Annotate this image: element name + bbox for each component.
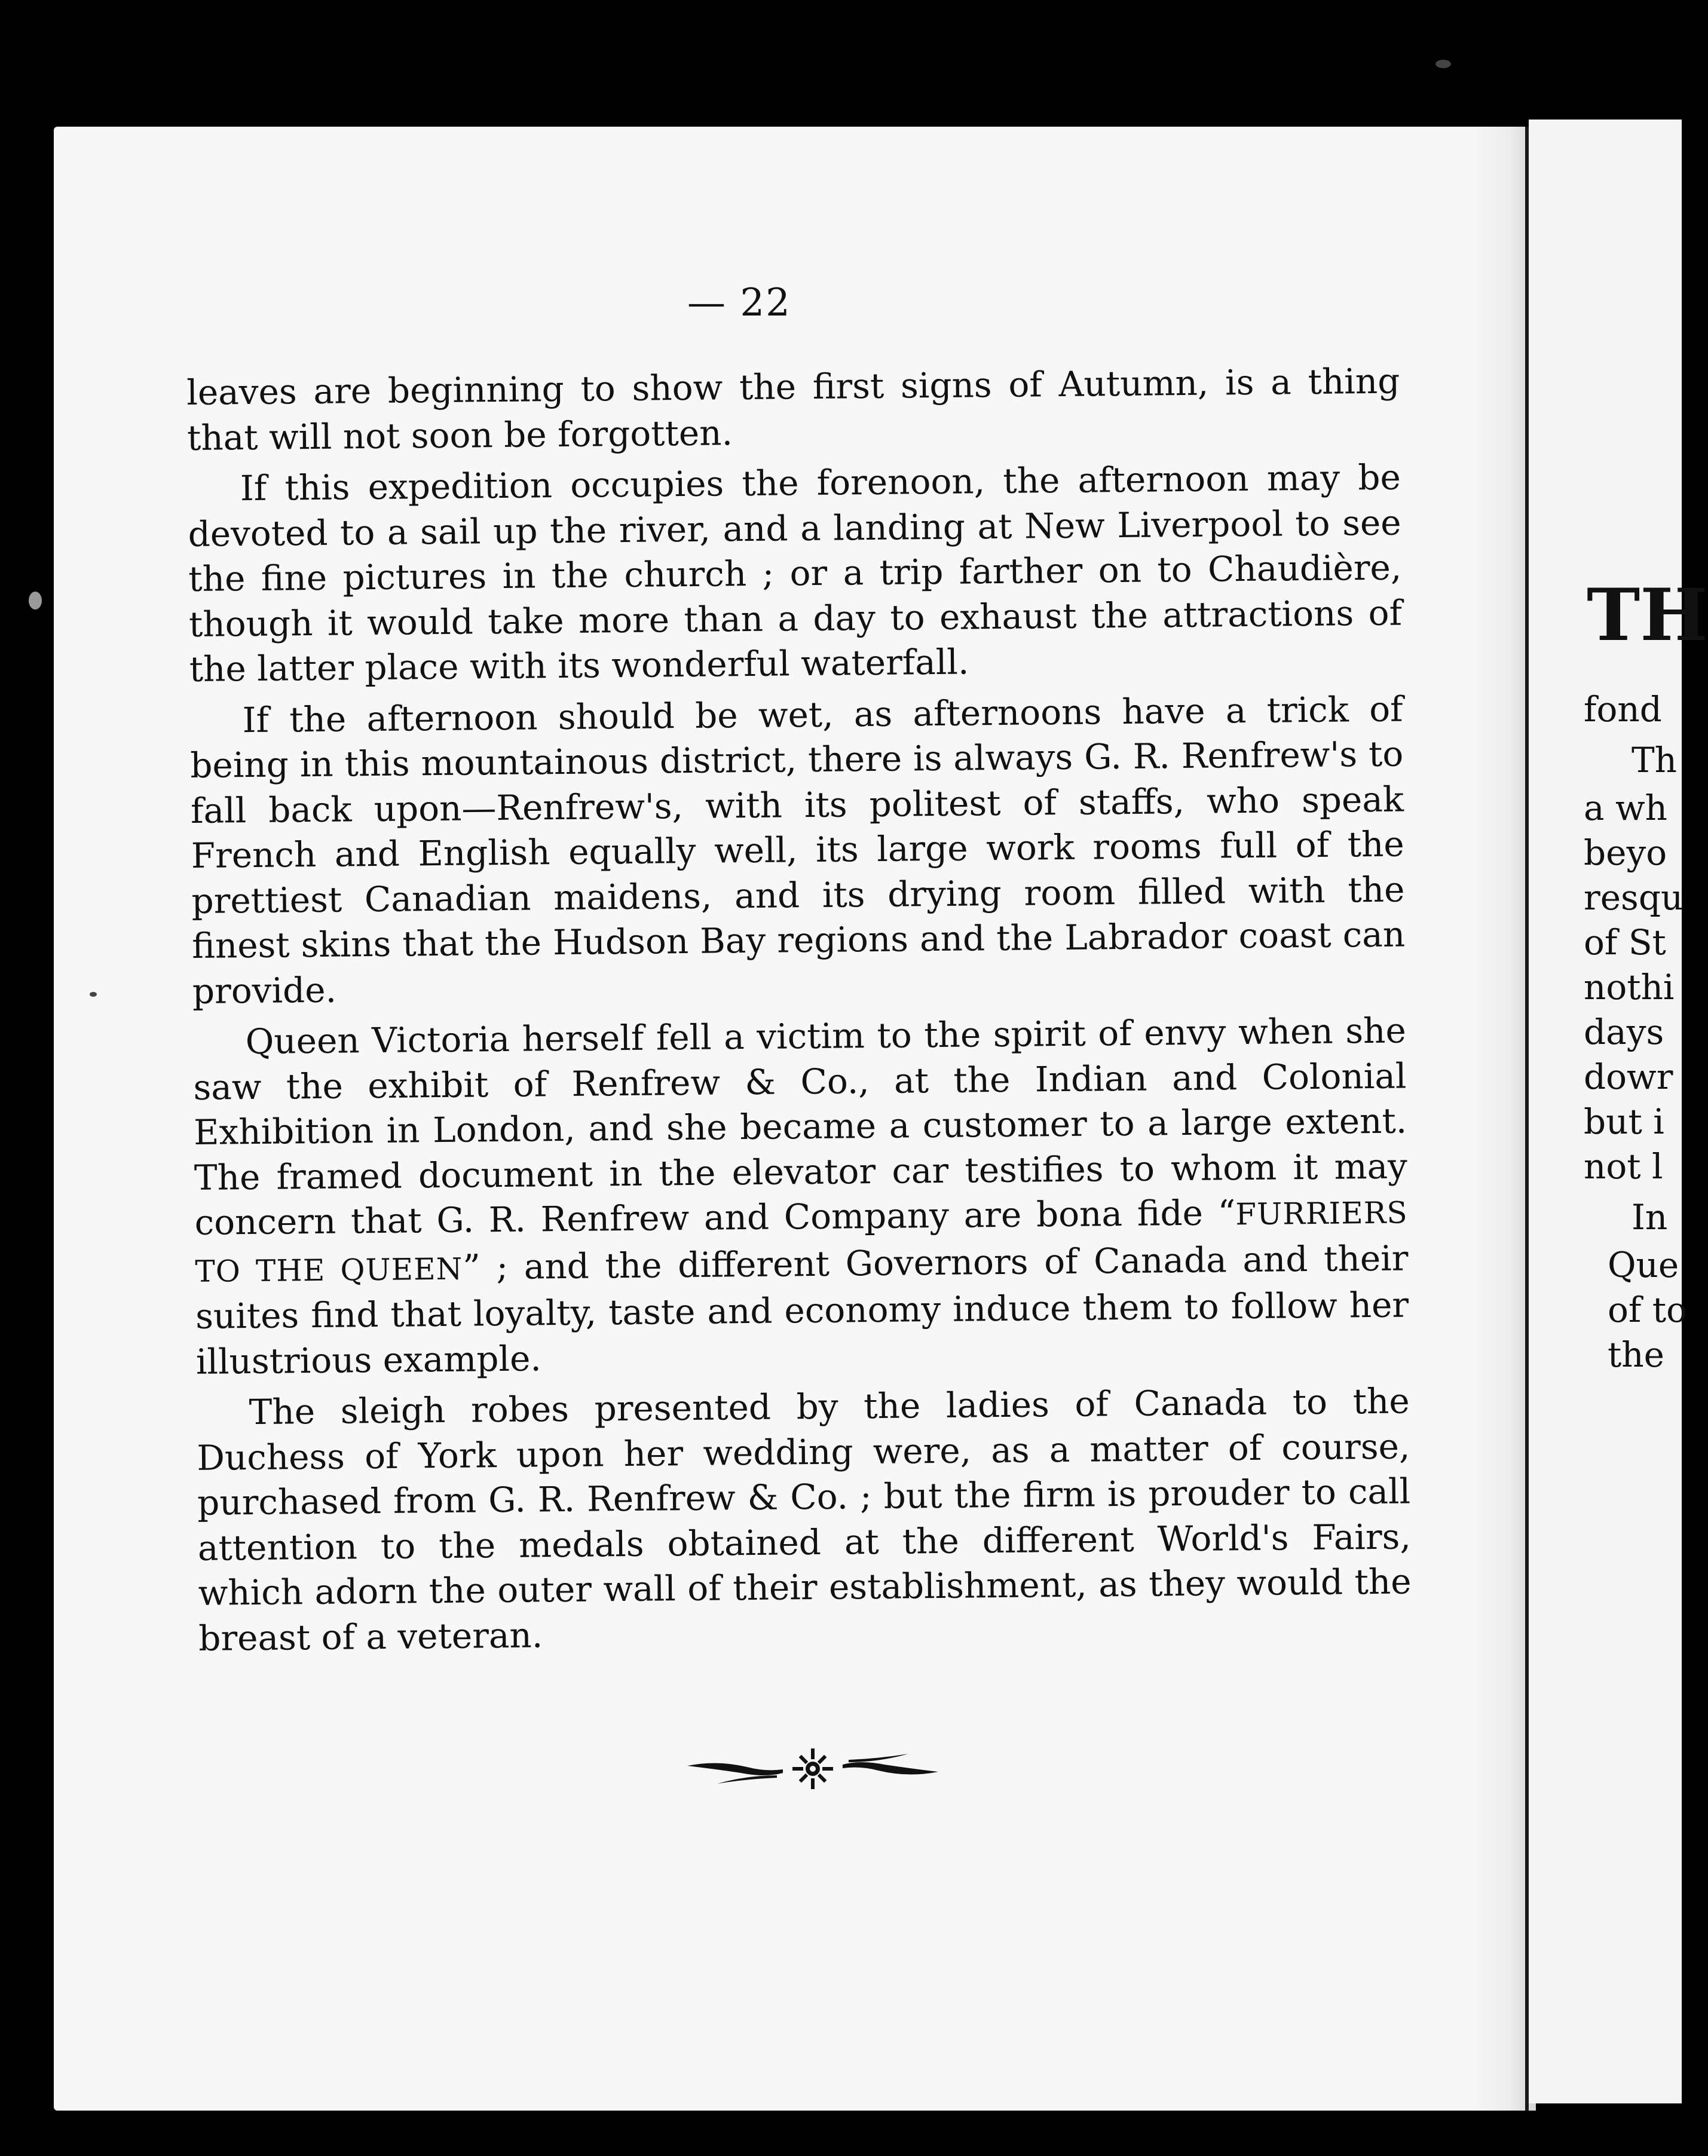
right-page-line: of to	[1608, 1290, 1688, 1330]
flourish-ornament	[681, 1736, 944, 1802]
paragraph-5: The sleigh robes presented by the ladies of Canada to the Duchess of York upon her wedding were, as a matter of course, purchased from G. R. Renfrew & Co. ; but the firm is prouder to call attention to the medals obtained at the different World's Fairs, which adorn the outer wall of their establishment, as they would the breast of a veteran.	[197, 1380, 1412, 1659]
body-text	[186, 359, 1412, 1667]
right-page-line: a wh	[1584, 788, 1668, 828]
book-spine	[1525, 127, 1529, 2111]
right-page-line: nothi	[1584, 967, 1675, 1007]
scan-speck	[90, 992, 97, 997]
paragraph-1: leaves are beginning to show the first signs of Autumn, is a thing that will not soon be forgotten.	[186, 360, 1400, 458]
right-page-line: resqu	[1584, 877, 1683, 918]
furriers-to-the-queen: FURRIERS TO THE QUEEN	[195, 1195, 1408, 1289]
right-page-line: the	[1608, 1334, 1664, 1375]
paragraph-3: If the afternoon should be wet, as afternoons have a trick of being in this mountainous district, there is always G. R. Renfrew's to fall back upon—Renfrew's, with its politest of staffs, who speak French and English equally well, its large work rooms full of the prettiest Canadian maidens, and its drying room filled with the finest skins that the Hudson Bay regions and the Labrador coast can provide.	[190, 688, 1406, 1012]
right-page-line: of St	[1584, 922, 1666, 963]
paragraph-4-text-before: Queen Victoria herself fell a victim to the spirit of envy when she saw the exhibit of Renfrew & Co., at the Indian and Colonial Exhibition in London, and she became a customer to a large extent. The framed document in the elevator car testifies to whom it may concern that G. R. Renfrew and Company are bona fide “	[193, 1010, 1408, 1243]
scan-speck	[1435, 60, 1451, 68]
right-page-initial: TH	[1587, 573, 1708, 657]
paragraph-2: If this expedition occupies the forenoon, the afternoon may be devoted to a sail up the river, and a landing at New Liverpool to see the fine pictures in the church ; or a trip farther on to Chaudière, though it would take more than a day to exhaust the attractions of the latter place with its wonderful waterfall.	[188, 457, 1403, 690]
right-page-line: In	[1632, 1197, 1668, 1238]
right-page-line: days	[1584, 1012, 1664, 1052]
right-page-line: beyo	[1584, 832, 1667, 873]
right-page-line: dowr	[1584, 1056, 1673, 1097]
paragraph-4	[192, 1008, 1409, 1384]
right-page-line: but i	[1584, 1101, 1664, 1142]
paragraph-4-text-after: ” ; and the different Governors of Canada and their suites find that loyalty, taste and economy induce them to follow her illustrious example.	[195, 1237, 1409, 1382]
right-page-line: fond	[1584, 689, 1662, 730]
right-page-line: Que	[1608, 1245, 1679, 1285]
right-page-line: not l	[1584, 1146, 1663, 1187]
page-number: — 22	[687, 281, 791, 325]
right-page-line: Th	[1632, 740, 1678, 780]
scan-speck	[29, 592, 42, 610]
